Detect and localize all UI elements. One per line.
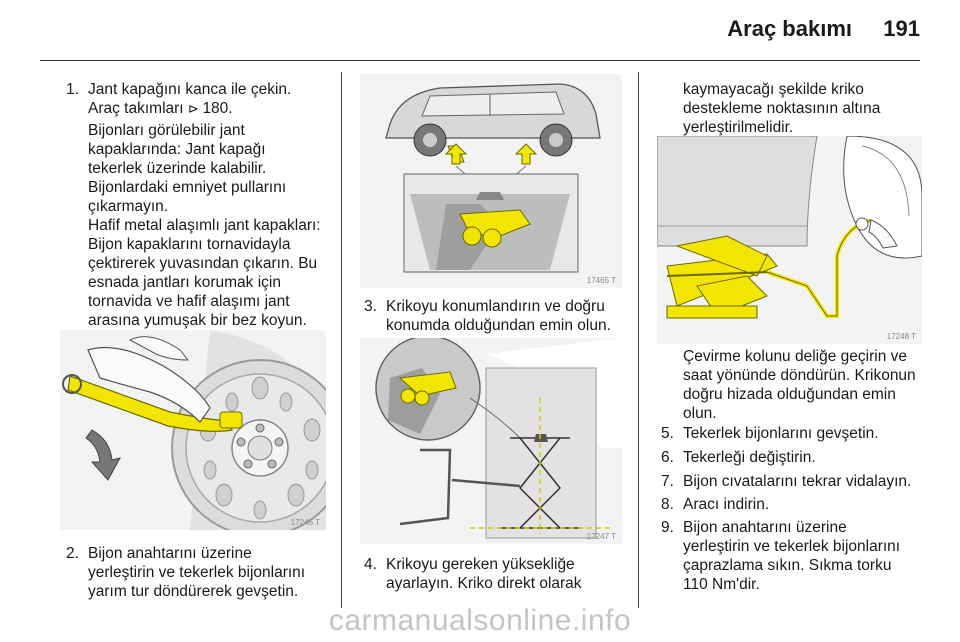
step-3 (364, 297, 634, 335)
step-7 (661, 472, 941, 491)
watermark: carmanualsonline.info (328, 604, 632, 637)
text-line: 110 Nm'dir. (683, 576, 760, 593)
text-line: çektirerek yuvasından çıkarın. Bu (88, 255, 318, 272)
text-line: yerleştirin ve tekerlek bijonlarını (683, 538, 901, 555)
text-line: Bijonları görülebilir jant (88, 122, 245, 139)
text-line: konumda olduğundan emin olun. (386, 317, 611, 334)
text-line: Krikoyu gereken yüksekliğe (386, 556, 575, 573)
figure-code: 17245 T (290, 518, 320, 527)
text-line: ayarlayın. Kriko direkt olarak (386, 575, 582, 592)
header-rule (40, 60, 920, 61)
step-6 (661, 448, 931, 467)
figure-code: 17247 T (586, 532, 616, 541)
page-number: 191 (883, 16, 920, 41)
text-line: Bijon cıvatalarını tekrar vidalayın. (683, 473, 912, 490)
step-1-note-1 (88, 121, 338, 216)
text-line: Tekerlek bijonlarını gevşetin. (683, 425, 879, 442)
text-line: Bijon anahtarını üzerine (683, 519, 847, 536)
text-line: Hafif metal alaşımlı jant kapakları: (88, 217, 321, 234)
column-divider-1 (341, 72, 342, 608)
figure-jack-crank (657, 136, 922, 344)
page-section-title: Araç bakımı (727, 16, 852, 41)
text-line: Krikoyu konumlandırın ve doğru (386, 298, 605, 315)
step-number: 5. (661, 425, 674, 442)
page-reference-icon: ⊳ (187, 101, 203, 116)
text-line: destekleme noktasının altına (683, 100, 881, 117)
step-1-line-1: Jant kapağını kanca ile çekin. (88, 81, 292, 98)
text-line: tekerlek üzerinde kalabilir. (88, 160, 267, 177)
text-line: yerleştirilmelidir. (683, 119, 794, 136)
step-4-continued (683, 80, 933, 137)
step-4-note (683, 347, 945, 423)
step-number: 4. (364, 556, 377, 573)
text-line: Bijon kapaklarını tornavidayla (88, 236, 291, 253)
text-line: yerleştirin ve tekerlek bijonlarını (88, 564, 306, 581)
jack-positioning-illustration (360, 338, 622, 544)
step-5 (661, 424, 931, 443)
step-1-note-2 (88, 216, 340, 330)
step-9 (661, 518, 941, 594)
jack-crank-illustration (657, 136, 922, 344)
step-number: 8. (661, 496, 674, 513)
step-number: 6. (661, 449, 674, 466)
step-number: 9. (661, 519, 674, 536)
figure-code: 17465 T (586, 276, 616, 285)
text-line: tornavida ve hafif alaşımı jant (88, 293, 290, 310)
text-line: esnada jantları korumak için (88, 274, 281, 291)
step-number: 2. (66, 545, 79, 562)
step-number: 1. (66, 81, 79, 98)
reference-page[interactable]: 180. (202, 100, 233, 117)
wheel-wrench-illustration (60, 330, 326, 530)
text-line: doğru hizada olduğundan emin (683, 386, 896, 403)
figure-wheel-wrench (60, 330, 326, 530)
text-line: Bijon anahtarını üzerine (88, 545, 252, 562)
text-line: olun. (683, 405, 717, 422)
step-number: 3. (364, 298, 377, 315)
text-line: saat yönünde döndürün. Krikonun (683, 367, 916, 384)
text-line: arasına yumuşak bir bez koyun. (88, 312, 307, 329)
step-1-line-2 (88, 99, 336, 118)
step-number: 7. (661, 473, 674, 490)
step-1 (66, 80, 336, 118)
text-line: kapaklarında: Jant kapağı (88, 141, 266, 158)
text-line: Tekerleği değiştirin. (683, 449, 816, 466)
step-8 (661, 495, 931, 514)
text-line: yarım tur döndürerek gevşetin. (88, 583, 299, 600)
text-line: Aracı indirin. (683, 496, 770, 513)
column-divider-2 (638, 72, 639, 608)
figure-jack-positioning (360, 338, 622, 544)
step-4 (364, 555, 634, 593)
figure-code: 17248 T (886, 332, 916, 341)
figure-car-jack-points (360, 74, 622, 288)
text-line: çaprazlama sıkın. Sıkma torku (683, 557, 892, 574)
text-line: çıkarmayın. (88, 198, 169, 215)
text-line: Bijonlardaki emniyet pullarını (88, 179, 287, 196)
step-2 (66, 544, 338, 601)
text-line: kaymayacağı şekilde kriko (683, 81, 864, 98)
car-jack-points-illustration (360, 74, 622, 288)
reference-text: Araç takımları (88, 100, 188, 117)
text-line: Çevirme kolunu deliğe geçirin ve (683, 348, 908, 365)
